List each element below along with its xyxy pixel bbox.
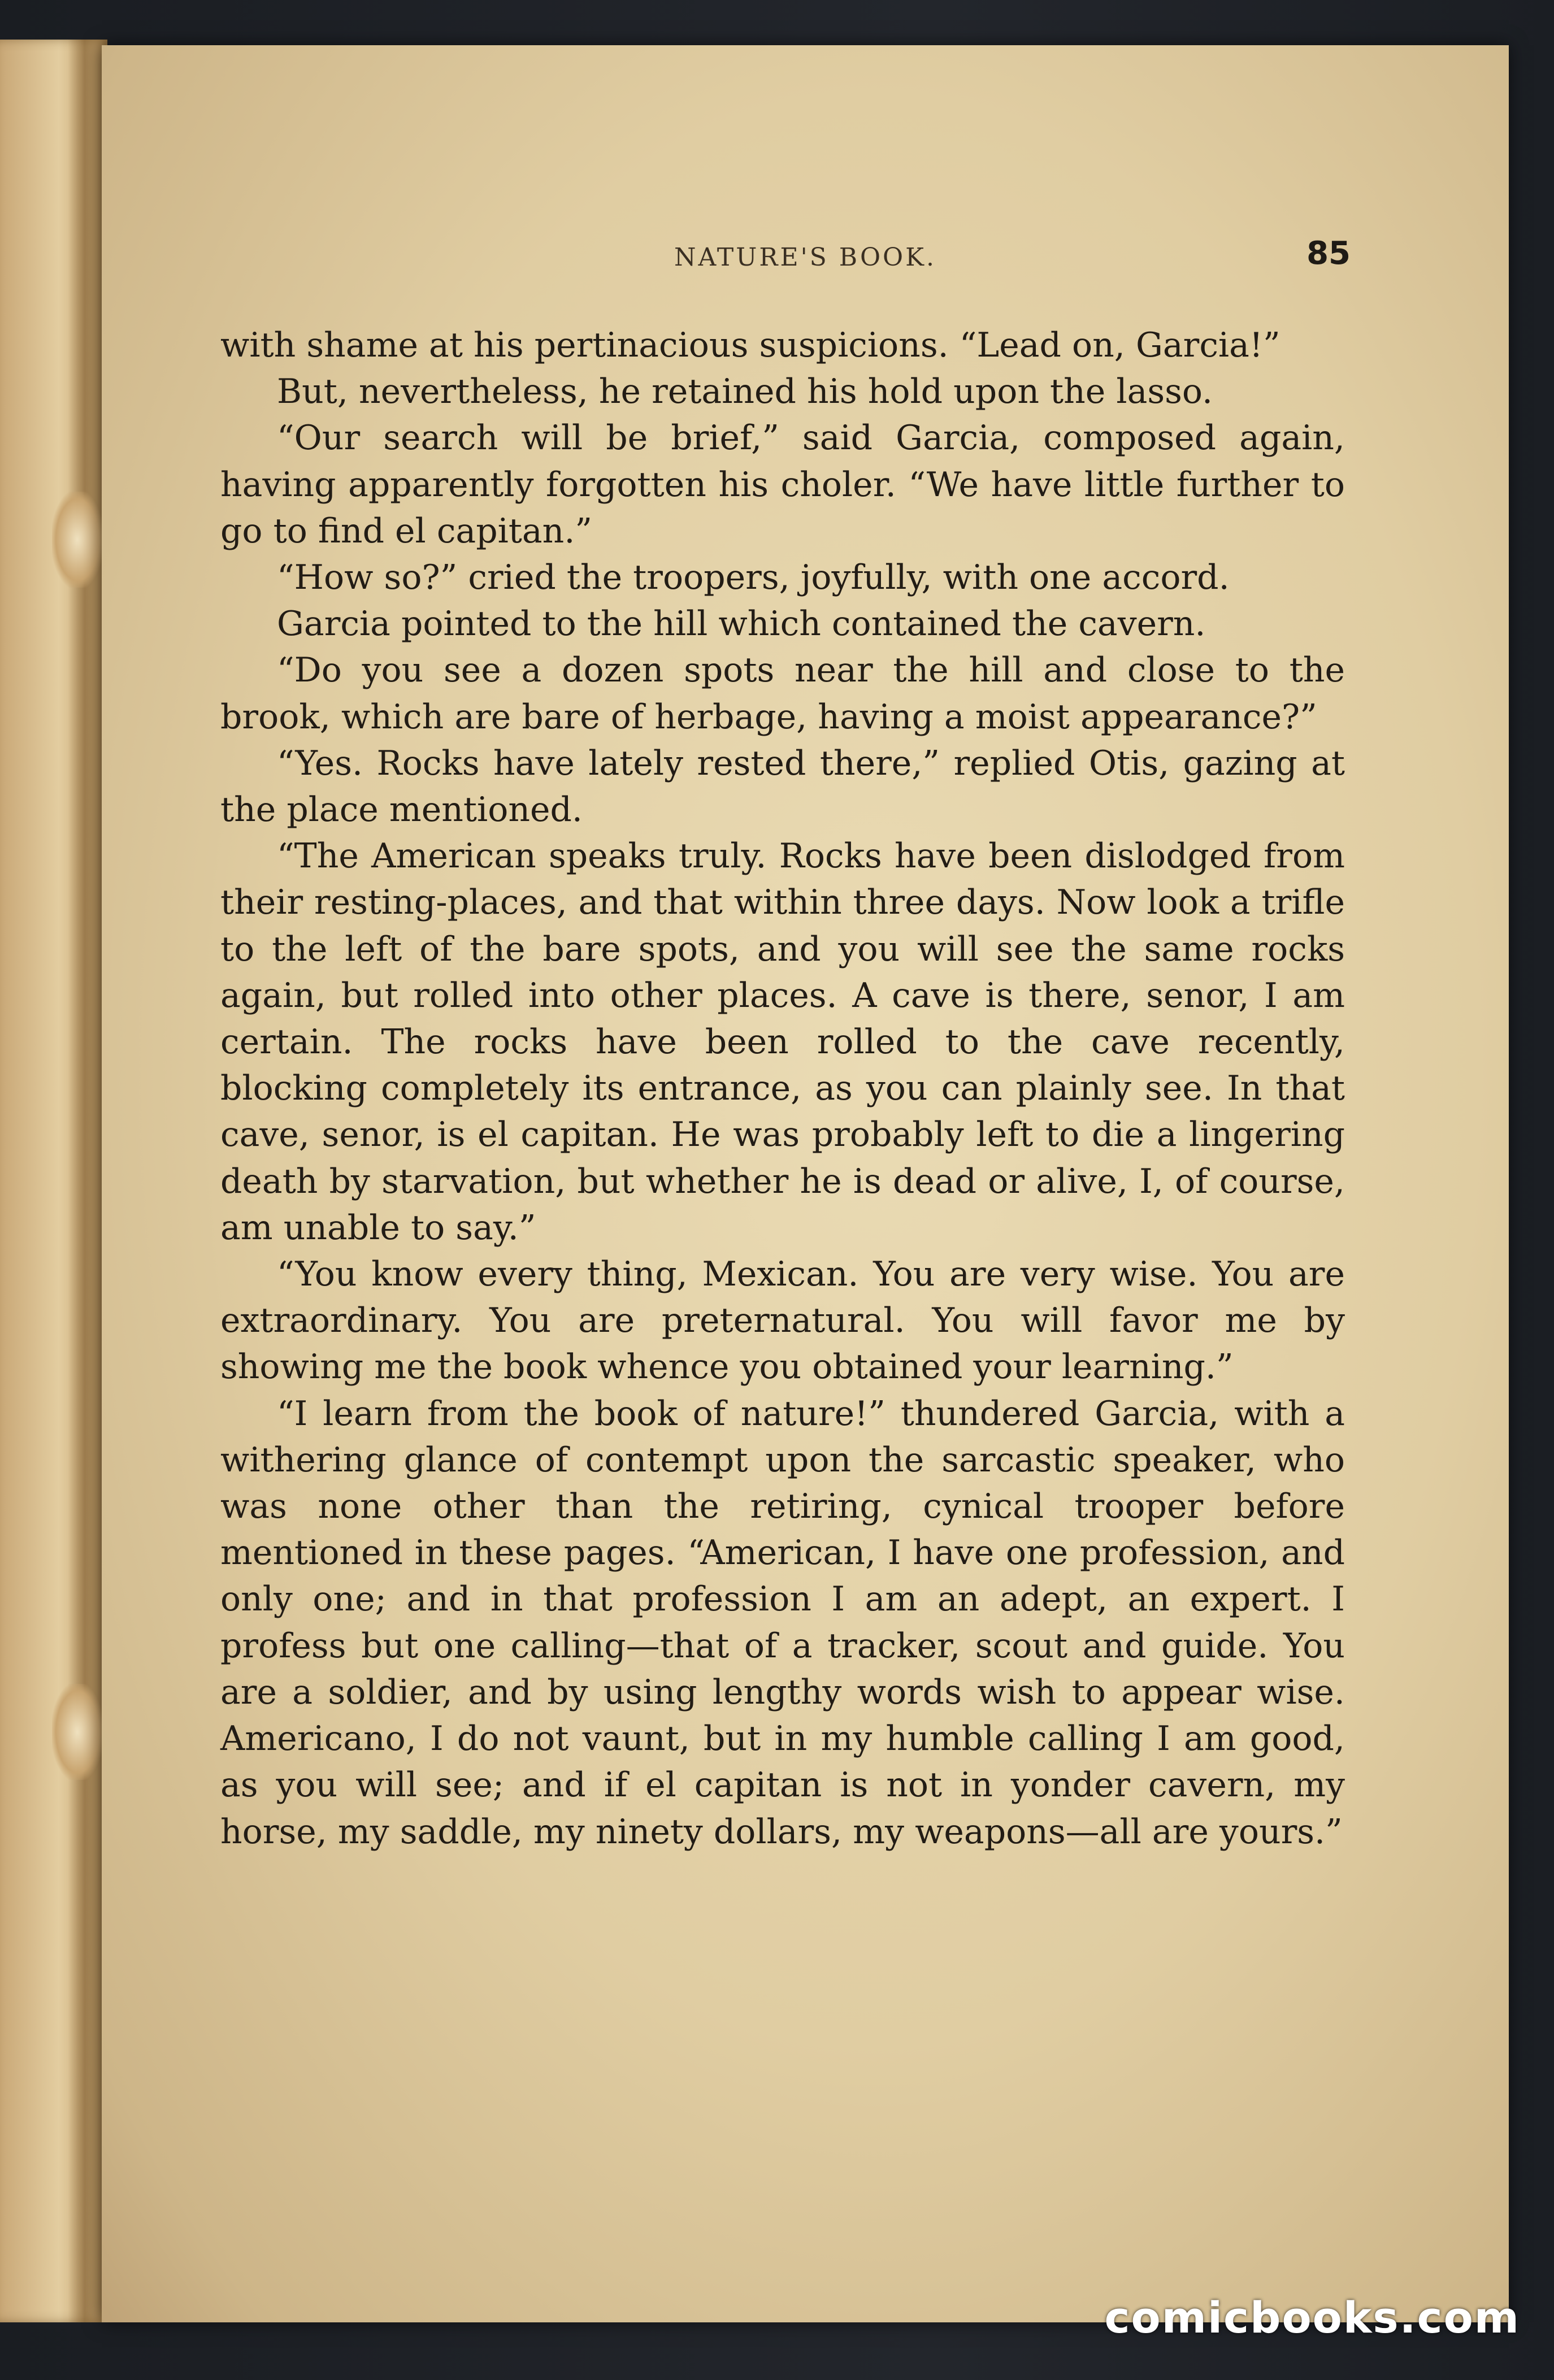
paragraph: with shame at his pertinacious suspicions. “Lead on, Garcia!” bbox=[220, 325, 1280, 365]
running-title: NATURE'S BOOK. bbox=[674, 243, 936, 272]
paragraph: “Do you see a dozen spots near the hill and close to the brook, which are bare of herbage, having a moist appearance?” bbox=[220, 650, 1345, 737]
binding-gutter bbox=[68, 40, 102, 2322]
paragraph: “How so?” cried the troopers, joyfully, with one accord. bbox=[277, 558, 1230, 598]
binding-stitch bbox=[52, 1684, 103, 1780]
page-number: 85 bbox=[1306, 235, 1351, 272]
paragraph: But, nevertheless, he retained his hold upon the lasso. bbox=[277, 372, 1213, 412]
paragraph: “Our search will be brief,” said Garcia, composed again, having apparently forgotten his choler. “We have little further to go to find el capitan.” bbox=[220, 418, 1345, 551]
paragraph: Garcia pointed to the hill which contained the cavern. bbox=[277, 604, 1206, 644]
site-watermark: comicbooks.com bbox=[1104, 2292, 1520, 2343]
paragraph: “The American speaks truly. Rocks have been dislodged from their resting-places, and that within three days. Now look a trifle to the left of the bare spots, and you will see the same rocks again, but rolled into other places. A cave is there, senor, I am certain. The rocks have been rolled to the cave recently, blocking completely its entrance, as you can plainly see. In that cave, senor, is el capitan. He was probably left to die a lingering death by starvation, but whether he is dead or alive, I, of course, am unable to say.” bbox=[220, 836, 1345, 1248]
paragraph: “Yes. Rocks have lately rested there,” replied Otis, gazing at the place mentioned. bbox=[220, 743, 1345, 830]
body-text bbox=[220, 322, 1345, 1855]
binding-stitch bbox=[52, 492, 103, 588]
paragraph: “You know every thing, Mexican. You are very wise. You are extraordinary. You are preternatural. You will favor me by showing me the book whence you obtained your learning.” bbox=[220, 1254, 1345, 1387]
paragraph: “I learn from the book of nature!” thundered Garcia, with a withering glance of contempt upon the sarcastic speaker, who was none other than the retiring, cynical trooper before mentioned in these pages. “American, I have one profession, and only one; and in that profession I am an adept, an expert. I profess but one calling—that of a tracker, scout and guide. You are a soldier, and by using lengthy words wish to appear wise. Americano, I do not vaunt, but in my humble calling I am good, as you will see; and if el capitan is not in yonder cavern, my horse, my saddle, my ninety dollars, my weapons—all are yours.” bbox=[220, 1393, 1345, 1852]
book-page bbox=[102, 45, 1509, 2322]
